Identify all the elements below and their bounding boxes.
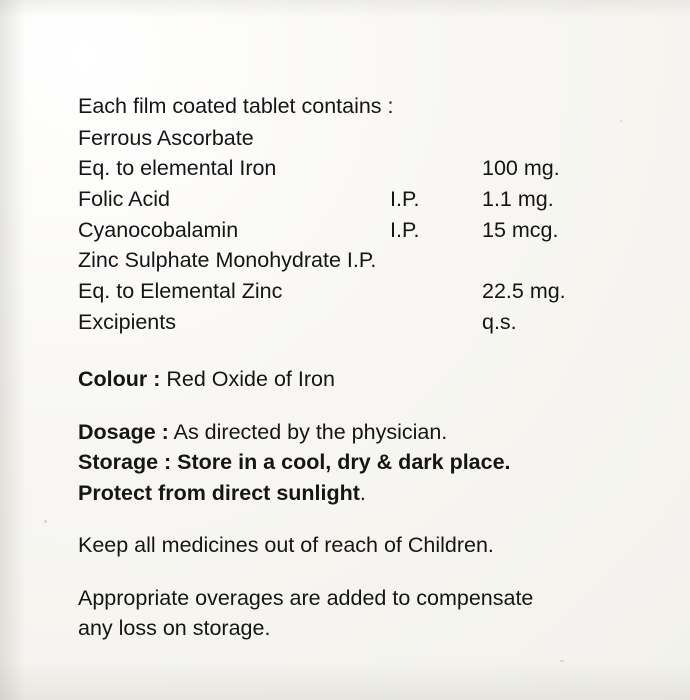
ingredient-name: Ferrous Ascorbate [78,125,254,150]
ingredient-quantity: 22.5 mg. [482,278,566,303]
label-edge-shadow-left [0,0,26,700]
ingredient-quantity [482,246,598,277]
table-row [78,308,598,339]
spacer [78,561,618,583]
table-row [78,246,598,277]
table-row [78,277,598,308]
spacer [78,395,618,417]
label-edge-shadow-bottom [0,660,690,700]
table-row [78,124,598,155]
storage-line [78,447,618,478]
ingredient-standard: I.P. [390,217,420,242]
ingredient-quantity: 1.1 mg. [482,186,554,211]
paper-speck [44,520,47,523]
ingredient-standard: I.P. [390,186,420,211]
storage-value-period: . [359,480,366,505]
ingredient-quantity: 100 mg. [482,156,560,181]
ingredient-name: Eq. to elemental Iron [78,156,277,181]
ingredient-name: Excipients [78,309,176,334]
storage-value-line-1: Store in a cool, dry & dark place. [177,450,511,475]
ingredient-name: Eq. to Elemental Zinc [78,278,283,303]
spacer [78,338,618,364]
ingredient-name: Zinc Sulphate Monohydrate I.P. [78,248,377,273]
label-edge-shadow-top [0,0,690,18]
table-row [78,185,598,216]
ingredient-standard [390,308,482,339]
children-note: Keep all medicines out of reach of Children. [78,533,494,558]
label-content [78,92,618,644]
overages-note-line-1: Appropriate overages are added to compensate [78,585,534,610]
colour-label: Colour : [78,367,161,392]
dosage-label: Dosage : [78,419,169,444]
ingredient-quantity: q.s. [482,309,517,334]
dosage-line [78,417,618,448]
storage-value-line-2: Protect from direct sunlight [78,480,360,505]
table-row [78,154,598,185]
ingredient-name: Cyanocobalamin [78,217,239,242]
overages-note-line-2: any loss on storage. [78,616,271,641]
dosage-value: As directed by the physician. [173,419,448,444]
composition-heading: Each film coated tablet contains : [78,94,394,118]
spacer [78,508,618,530]
ingredient-name: Folic Acid [78,186,171,211]
composition-table [78,92,598,338]
ingredient-quantity [482,124,598,155]
ingredient-quantity: 15 mcg. [482,217,559,242]
storage-line-continued [78,478,618,509]
ingredient-standard [390,277,482,308]
ingredient-standard [390,154,482,185]
storage-label: Storage : [78,450,172,475]
table-row [78,216,598,247]
table-heading-row [78,92,598,124]
paper-speck [620,120,622,122]
paper-speck [560,660,564,662]
colour-value: Red Oxide of Iron [166,367,335,392]
ingredient-standard [390,124,482,155]
colour-line [78,364,618,395]
